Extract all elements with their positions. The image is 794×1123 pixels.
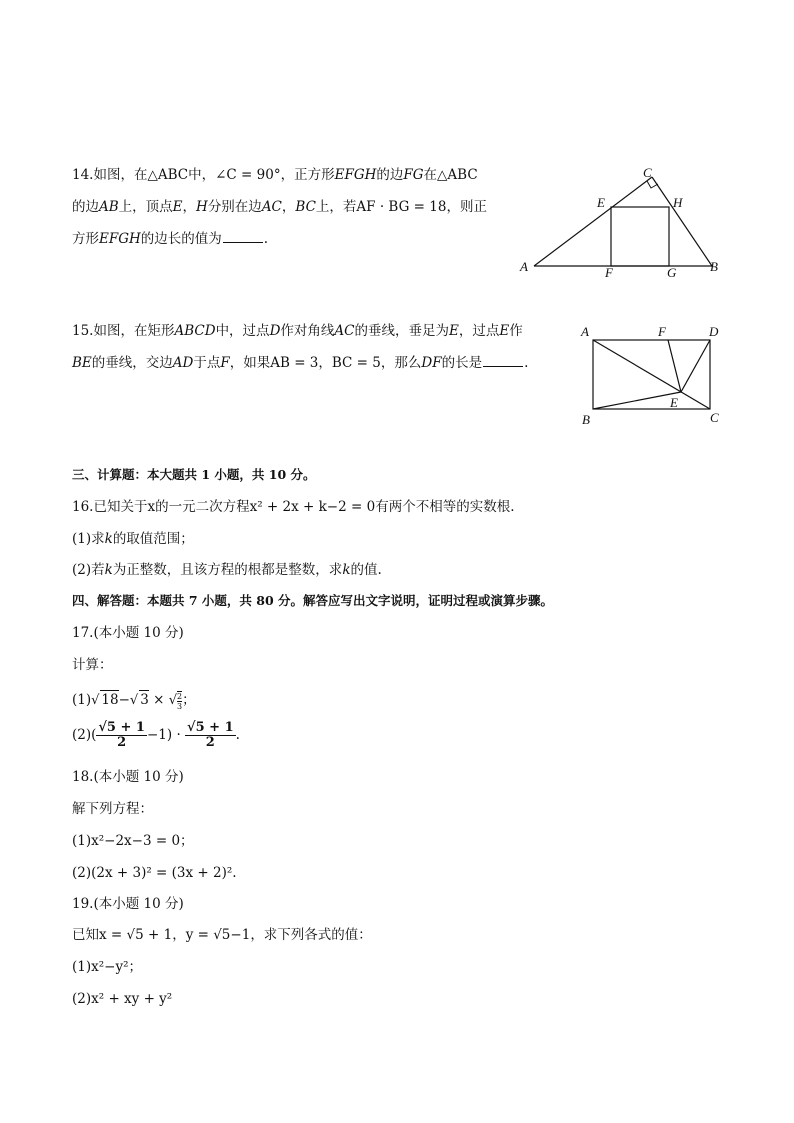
q16-text: 为正整数，且该方程的根都是整数，求 xyxy=(112,562,343,578)
q14-text: ， xyxy=(281,199,296,215)
fraction-denominator: 3 xyxy=(177,701,183,711)
segment-ef xyxy=(668,340,681,392)
q16-text: 有两个不相等的实数根. xyxy=(375,499,515,515)
q16-text: (1)求 xyxy=(72,531,105,547)
triangle-abc: △ABC xyxy=(437,167,478,183)
q16-line-1 xyxy=(72,498,515,516)
point-h: H xyxy=(196,199,208,215)
q14-text: ，则正 xyxy=(446,199,487,215)
point-d: D xyxy=(269,323,281,339)
var-k: k xyxy=(104,531,113,547)
sqrt-symbol: √ xyxy=(91,693,100,708)
q16-text: (2)若 xyxy=(72,562,105,578)
answer-blank xyxy=(223,230,263,243)
bc-equals: BC = 5 xyxy=(331,355,381,371)
section-4-heading: 四、解答题：本题共 7 小题，共 80 分。解答应写出文字说明，证明过程或演算步骤。 xyxy=(72,593,554,608)
label-e: E xyxy=(670,395,678,410)
section-3-heading: 三、计算题：本大题共 1 小题，共 10 分。 xyxy=(72,467,316,482)
q16-text: 16.已知关于 xyxy=(72,499,148,515)
q19-title: 19.(本小题 10 分) xyxy=(72,896,184,912)
radicand-3: 3 xyxy=(140,692,149,708)
q19-intro xyxy=(72,926,372,944)
q14-line-2 xyxy=(72,198,487,216)
q17-text: −1) · xyxy=(146,727,186,743)
label-f: F xyxy=(605,265,613,280)
q15-text: ，过点 xyxy=(458,323,500,339)
label-c: C xyxy=(710,410,719,425)
fraction-numerator: 2 xyxy=(177,691,183,701)
square-efgh-shape xyxy=(611,207,669,266)
q15-text: 作对角线 xyxy=(280,323,335,339)
q18-title: 18.(本小题 10 分) xyxy=(72,769,184,785)
label-b: B xyxy=(710,259,718,274)
q15-line-1 xyxy=(72,322,523,340)
q14-text: . xyxy=(263,231,269,247)
q17-text: ； xyxy=(182,692,196,708)
q18-part-2: (2)(2x + 3)² = (3x + 2)². xyxy=(72,865,237,881)
side-ac: AC xyxy=(261,199,282,215)
label-b: B xyxy=(582,412,590,427)
q17-text: × xyxy=(148,692,169,708)
q15-text: 作 xyxy=(509,323,523,339)
point-e: E xyxy=(499,323,510,339)
q15-text: 的长是 xyxy=(441,355,483,371)
q17-text: . xyxy=(235,727,240,743)
fraction-sqrt5-plus-1-over-2 xyxy=(185,721,236,750)
side-ad: AD xyxy=(172,355,194,371)
q15-text: ，那么 xyxy=(380,355,422,371)
sqrt-symbol: √ xyxy=(168,693,178,708)
q19-text: ，求下列各式的值： xyxy=(250,927,372,943)
q19-part-1: (1)x²−y²； xyxy=(72,959,142,975)
q15-text: 的垂线，交边 xyxy=(91,355,173,371)
square-efgh: EFGH xyxy=(334,167,377,183)
label-c: C xyxy=(643,165,652,180)
var-k: k xyxy=(342,562,351,578)
point-e: E xyxy=(172,199,183,215)
point-e: E xyxy=(448,323,459,339)
q17-part-1 xyxy=(72,690,196,711)
q16-part-2 xyxy=(72,561,382,579)
q14-text: 上，顶点 xyxy=(118,199,173,215)
q14-text: 上，若 xyxy=(315,199,357,215)
q15-line-2 xyxy=(72,354,528,372)
q15-text: ，如果 xyxy=(229,355,271,371)
q14-text: 的边 xyxy=(376,167,404,183)
q14-text: 分别在边 xyxy=(207,199,262,215)
q14-text: 方形 xyxy=(72,231,99,247)
q18-part-1: (1)x²−2x−3 = 0； xyxy=(72,833,194,849)
q17-title: 17.(本小题 10 分) xyxy=(72,625,184,641)
label-f: F xyxy=(658,324,666,339)
q16-part-1 xyxy=(72,530,194,548)
q17-text: (1) xyxy=(72,692,92,708)
q14-line-3 xyxy=(72,230,268,248)
segment-df: DF xyxy=(421,355,442,371)
q14-text: 14.如图，在 xyxy=(72,167,148,183)
sqrt-symbol: √ xyxy=(129,693,139,708)
fraction-denominator: 2 xyxy=(117,735,127,750)
diagonal-ac: AC xyxy=(334,323,355,339)
label-e: E xyxy=(597,195,605,210)
label-g: G xyxy=(667,265,677,280)
q16-text: 的值. xyxy=(350,562,382,578)
fraction-denominator: 2 xyxy=(205,735,215,750)
segment-be-line xyxy=(593,392,681,409)
q14-text: 的边长的值为 xyxy=(140,231,222,247)
q15-text: 15.如图，在矩形 xyxy=(72,323,175,339)
q17-intro: 计算： xyxy=(72,657,113,673)
y-value: y = √5−1 xyxy=(185,927,251,943)
right-angle-mark xyxy=(647,181,658,188)
q19-text: ， xyxy=(172,927,186,943)
var-k: k xyxy=(104,562,113,578)
radicand-18: 18 xyxy=(101,692,119,708)
fraction-sqrt5-plus-1-over-2 xyxy=(96,721,147,750)
label-a: A xyxy=(581,324,589,339)
segment-bc xyxy=(652,177,712,266)
var-x: x xyxy=(147,499,156,515)
q17-part-2 xyxy=(72,718,240,752)
q15-text: 的垂线，垂足为 xyxy=(354,323,449,339)
segment-be: BE xyxy=(72,355,92,371)
angle-c: ∠C = 90° xyxy=(215,167,281,183)
square-efgh: EFGH xyxy=(99,231,141,247)
q18-intro: 解下列方程： xyxy=(72,801,153,817)
q15-text: . xyxy=(524,355,529,371)
q16-text: 的一元二次方程 xyxy=(155,499,250,515)
label-h: H xyxy=(673,195,683,210)
q14-text: 中， xyxy=(188,167,216,183)
label-a: A xyxy=(520,259,528,274)
q16-text: 的取值范围； xyxy=(112,531,194,547)
condition-af-bg: AF · BG = 18 xyxy=(356,199,447,215)
q17-text: − xyxy=(118,692,130,708)
q14-text: ，正方形 xyxy=(280,167,335,183)
ab-equals: AB = 3 xyxy=(270,355,319,371)
q14-text: 在 xyxy=(423,167,438,183)
side-ab: AB xyxy=(99,199,119,215)
x-value: x = √5 + 1 xyxy=(99,927,173,943)
quadratic-equation: x² + 2x + k−2 = 0 xyxy=(249,499,376,515)
q19-part-2: (2)x² + xy + y² xyxy=(72,991,173,1007)
q15-text: 中，过点 xyxy=(215,323,270,339)
point-f: F xyxy=(220,355,230,371)
figure-14-triangle xyxy=(512,162,732,282)
side-bc: BC xyxy=(295,199,316,215)
q14-line-1 xyxy=(72,166,478,184)
q19-text: 已知 xyxy=(72,927,99,943)
q15-text: ， xyxy=(318,355,332,371)
triangle-abc: △ABC xyxy=(147,167,189,183)
fraction-numerator: √5 + 1 xyxy=(98,720,145,735)
segment-de xyxy=(681,340,710,392)
segment-ac xyxy=(534,177,652,266)
figure-15-rectangle xyxy=(576,322,726,432)
label-d: D xyxy=(709,324,719,339)
q14-text: 的边 xyxy=(72,199,99,215)
q15-text: 于点 xyxy=(193,355,221,371)
q17-text: (2)( xyxy=(72,727,97,743)
side-fg: FG xyxy=(403,167,424,183)
rect-abcd: ABCD xyxy=(174,323,216,339)
diagonal-ac-line xyxy=(593,340,710,409)
answer-blank xyxy=(483,354,523,367)
q14-text: ， xyxy=(182,199,197,215)
fraction-numerator: √5 + 1 xyxy=(187,720,234,735)
